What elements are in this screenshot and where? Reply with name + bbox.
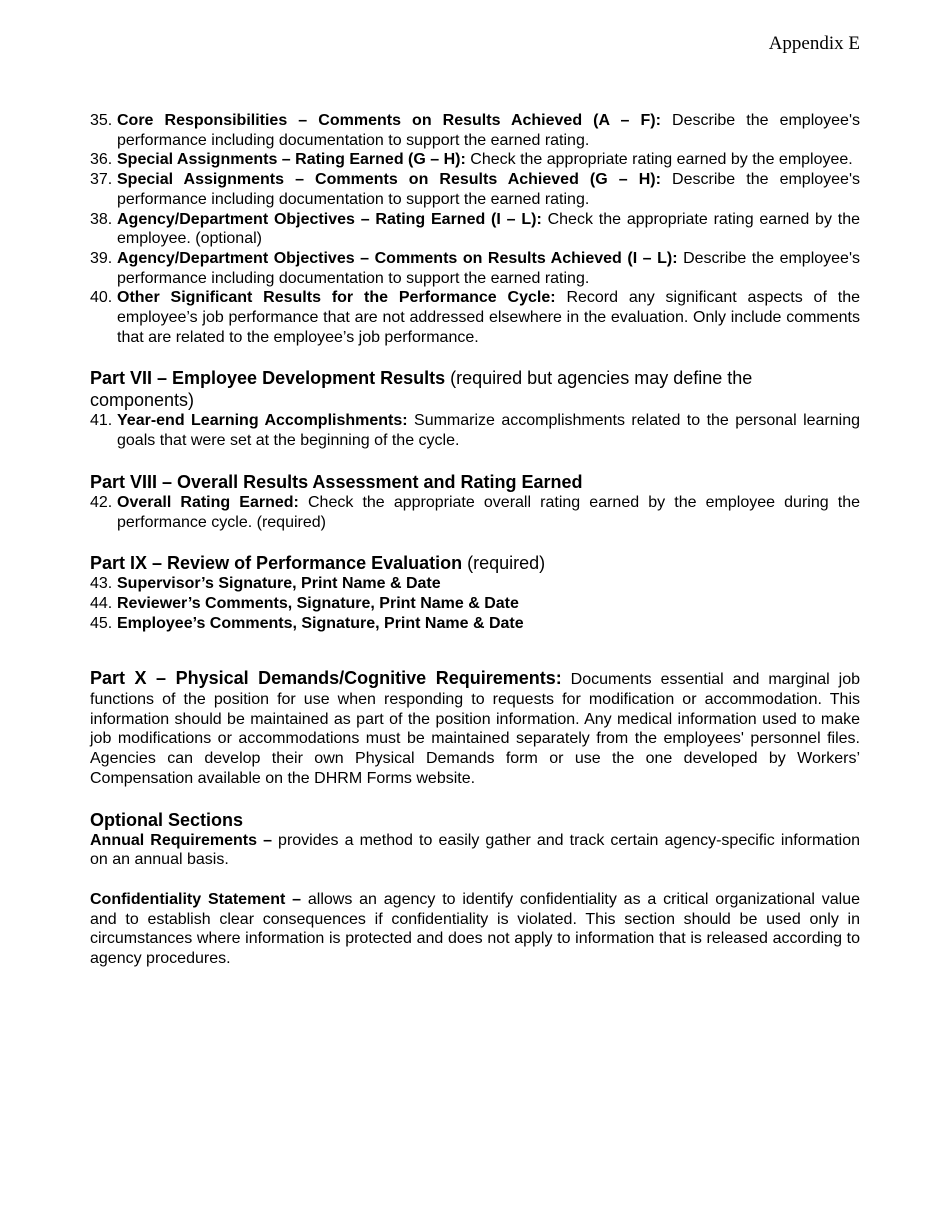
item-title: Special Assignments – Comments on Results Achieved (G – H): xyxy=(117,171,661,189)
item-title: Employee’s Comments, Signature, Print Name & Date xyxy=(117,614,524,632)
confidentiality-text: allows an agency to identify confidentiality as a critical organizational value and to establish clear consequences if confidentiality is violated. This section should be used only in circumstances where information is protected and does not apply to information that is released according to agency procedures. xyxy=(90,890,861,968)
part10-paragraph xyxy=(90,669,860,788)
item-title: Supervisor’s Signature, Print Name & Date xyxy=(117,575,441,593)
annual-requirements-title: Annual Requirements – xyxy=(90,831,272,849)
item-description: Check the appropriate rating earned by the employee. (optional) xyxy=(117,210,860,248)
list-item-41 xyxy=(90,411,860,450)
confidentiality-title: Confidentiality Statement – xyxy=(90,890,302,908)
list-item-45 xyxy=(90,614,860,634)
list-item-38 xyxy=(90,210,860,249)
part9-heading xyxy=(90,552,860,574)
item-title: Agency/Department Objectives – Comments on Results Achieved (I – L): xyxy=(117,249,678,267)
part9-title: Part IX – Review of Performance Evaluation xyxy=(90,553,463,574)
item-number: 39. xyxy=(90,249,113,267)
item-description: Check the appropriate overall rating earned by the employee during the performance cycle. (required) xyxy=(117,493,860,531)
item-number: 45. xyxy=(90,614,113,632)
item-description: Describe the employee's performance including documentation to support the earned rating. xyxy=(117,112,860,149)
annual-requirements-paragraph xyxy=(90,831,860,870)
item-number: 41. xyxy=(90,412,113,430)
part7-title: Part VII – Employee Development Results xyxy=(90,368,446,389)
part7-heading xyxy=(90,367,860,411)
part9-note: (required) xyxy=(462,553,546,574)
list-item-44 xyxy=(90,594,860,614)
annual-requirements-text: provides a method to easily gather and track certain agency-specific information on an annual basis. xyxy=(90,831,860,869)
part8-heading xyxy=(90,471,860,493)
confidentiality-paragraph xyxy=(90,890,860,969)
item-description: Describe the employee's performance including documentation to support the earned rating. xyxy=(117,171,861,208)
list-item-37 xyxy=(90,170,860,209)
list-item-40 xyxy=(90,288,860,347)
item-title: Reviewer’s Comments, Signature, Print Name & Date xyxy=(117,594,519,612)
item-number: 36. xyxy=(90,151,113,169)
item-number: 38. xyxy=(90,210,113,228)
spacer xyxy=(90,870,860,890)
item-number: 37. xyxy=(90,171,113,189)
part8-title: Part VIII – Overall Results Assessment and Rating Earned xyxy=(90,471,583,492)
item-title: Agency/Department Objectives – Rating Earned (I – L): xyxy=(117,210,542,228)
item-title: Special Assignments – Rating Earned (G – H): xyxy=(117,151,466,169)
item-number: 43. xyxy=(90,575,113,593)
item-description: Describe the employee's performance including documentation to support the earned rating. xyxy=(117,249,861,287)
part10-title: Part X – Physical Demands/Cognitive Requirements: xyxy=(90,668,562,689)
item-description: Check the appropriate rating earned by the employee. xyxy=(465,151,853,169)
list-item-42 xyxy=(90,493,860,532)
part7-note: (required but agencies may define the components) xyxy=(90,368,753,411)
list-item-43 xyxy=(90,574,860,594)
item-number: 40. xyxy=(90,289,113,307)
optional-sections-heading xyxy=(90,809,860,831)
item-title: Year-end Learning Accomplishments: xyxy=(117,412,408,430)
item-title: Core Responsibilities – Comments on Results Achieved (A – F): xyxy=(117,112,661,129)
optional-sections-title: Optional Sections xyxy=(90,809,244,830)
list-item-35 xyxy=(90,111,860,150)
item-number: 44. xyxy=(90,594,113,612)
list-item-39 xyxy=(90,249,860,288)
spacer xyxy=(90,633,860,669)
appendix-label: Appendix E xyxy=(768,33,860,54)
list-item-36 xyxy=(90,150,860,170)
part10-text: Documents essential and marginal job functions of the position for use when responding to requests for modification or accommodation. This information should be maintained as part of the position information. Any medical information used to make job modifications or accommodations must be maintained separately from the employees' personnel files. Agencies can develop their own Physical Demands form or use the one developed by Workers’ Compensation available on the DHRM Forms website. xyxy=(90,671,860,787)
item-title: Other Significant Results for the Performance Cycle: xyxy=(117,289,556,307)
item-description: Summarize accomplishments related to the personal learning goals that were set at the beginning of the cycle. xyxy=(117,412,861,450)
item-title: Overall Rating Earned: xyxy=(117,493,299,511)
item-description: Record any significant aspects of the employee’s job performance that are not addressed elsewhere in the evaluation. Only include comments that are related to the employee’s job performance. xyxy=(117,289,861,346)
document-body xyxy=(90,111,860,969)
item-number: 42. xyxy=(90,493,113,511)
item-number: 35. xyxy=(90,112,113,129)
